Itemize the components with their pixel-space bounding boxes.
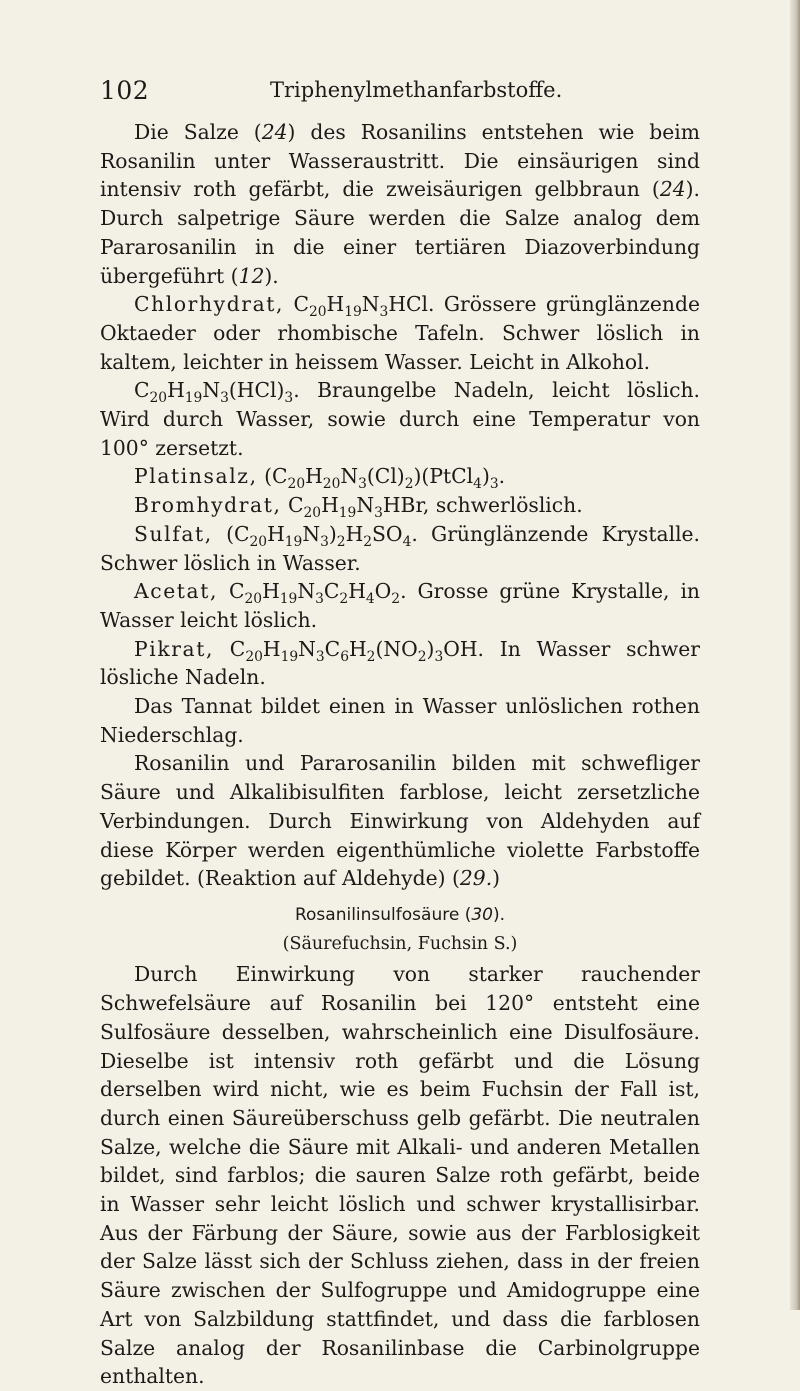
page-number: 102 xyxy=(100,76,150,105)
formula: $C_{20}H_{19}N_3C_6H_2(NO_2)_3OH$. xyxy=(229,636,484,665)
paragraph-pikrat: Pikrat, $C_{20}H_{19}N_3C_6H_2(NO_2)_3OH$. In Wasser schwer lösliche Nadeln. xyxy=(100,636,700,690)
paragraph-salts-intro: Die Salze (24) des Rosanilins entstehen wie beim Rosanilin unter Wasseraustritt. Die einsäurigen sind intensiv roth gefärbt, die zweisäurigen gelbbraun (24). Durch salpetrige Säure werden die Salze analog dem Pararosanilin in die einer tertiären Diazoverbindung übergeführt (12). xyxy=(100,120,700,288)
term-pikrat: Pikrat, xyxy=(134,636,215,661)
paragraph-platinsalz xyxy=(100,462,700,491)
running-title: Triphenylmethanfarbstoffe. xyxy=(270,78,563,102)
paragraph-bromhydrat: Bromhydrat, $C_{20}H_{19}N_3HBr$, schwerlöslich. xyxy=(134,493,583,522)
page-edge-shadow xyxy=(790,0,800,1310)
term-platinsalz: Platinsalz, xyxy=(134,464,258,489)
page-header xyxy=(100,76,700,110)
section-heading: Rosanilinsulfosäure (30). xyxy=(294,904,506,925)
paragraph-aldehyde-reaction: Rosanilin und Pararosanilin bilden mit schwefliger Säure und Alkalibisulfiten farblose, leicht zersetzliche Verbindungen. Durch Einwirkung von Aldehyden auf diese Körper werden eigenthümliche violette Farbstoffe gebildet. (Reaktion auf Aldehyde) (29.) xyxy=(100,751,700,891)
page-body xyxy=(100,118,700,1391)
term-chlorhydrat: Chlorhydrat, xyxy=(134,292,285,317)
term-bromhydrat: Bromhydrat, xyxy=(134,493,282,518)
term-acetat: Acetat, xyxy=(134,579,219,604)
formula: $(C_{20}H_{19}N_3)_2H_2SO_4$. xyxy=(226,521,418,550)
formula: $C_{20}H_{19}N_3C_2H_4O_2$. xyxy=(229,579,407,608)
paragraph-sulfosaeure: Durch Einwirkung von starker rauchender Schwefelsäure auf Rosanilin bei 120° entsteht eine Sulfosäure desselben, wahrscheinlich eine Disulfosäure. Dieselbe ist intensiv roth gefärbt und die Lösung derselben wird nicht, wie es beim Fuchsin der Fall ist, durch einen Säureüberschuss gelb gefärbt. Die neutralen Salze, welche die Säure mit Alkali- und anderen Metallen bildet, sind farblos; die sauren Salze roth gefärbt, beide in Wasser sehr leicht löslich und schwer krystallisirbar. Aus der Färbung der Säure, sowie aus der Farblosigkeit der Salze lässt sich der Schluss ziehen, dass in der freien Säure zwischen der Sulfogruppe und Amidogruppe eine Art von Salzbildung stattfindet, und dass die farblosen Salze analog der Rosanilinbase die Carbinolgruppe enthalten. xyxy=(100,962,700,1389)
section-subtitle: (Säurefuchsin, Fuchsin S.) xyxy=(282,933,518,954)
term-sulfat: Sulfat, xyxy=(134,521,213,546)
paragraph-trichlorhydrat: $C_{20}H_{19}N_3(HCl)_3$. Braungelbe Nadeln, leicht löslich. Wird durch Wasser, sowie durch eine Temperatur von 100° zersetzt. xyxy=(100,378,701,460)
formula: $C_{20}H_{19}N_3HCl$. xyxy=(293,292,435,321)
formula: $C_{20}H_{19}N_3(HCl)_3$. xyxy=(134,378,300,407)
formula: $C_{20}H_{19}N_3HBr$, xyxy=(287,493,430,522)
paragraph-chlorhydrat: Chlorhydrat, $C_{20}H_{19}N_3HCl$. Grössere grünglänzende Oktaeder oder rhombische Tafeln. Schwer löslich in kaltem, leichter in heissem Wasser. Leicht in Alkohol. xyxy=(100,292,700,374)
formula: $(C_{20}H_{20}N_3(Cl)_2)(PtCl_4)_3$. xyxy=(264,464,506,493)
paragraph-tannat: Das Tannat bildet einen in Wasser unlöslichen rothen Niederschlag. xyxy=(100,694,700,747)
paragraph-acetat: Acetat, $C_{20}H_{19}N_3C_2H_4O_2$. Grosse grüne Krystalle, in Wasser leicht löslich. xyxy=(100,579,700,632)
paragraph-sulfat: Sulfat, $(C_{20}H_{19}N_3)_2H_2SO_4$. Grünglänzende Krystalle. Schwer löslich in Wasser. xyxy=(100,521,701,575)
